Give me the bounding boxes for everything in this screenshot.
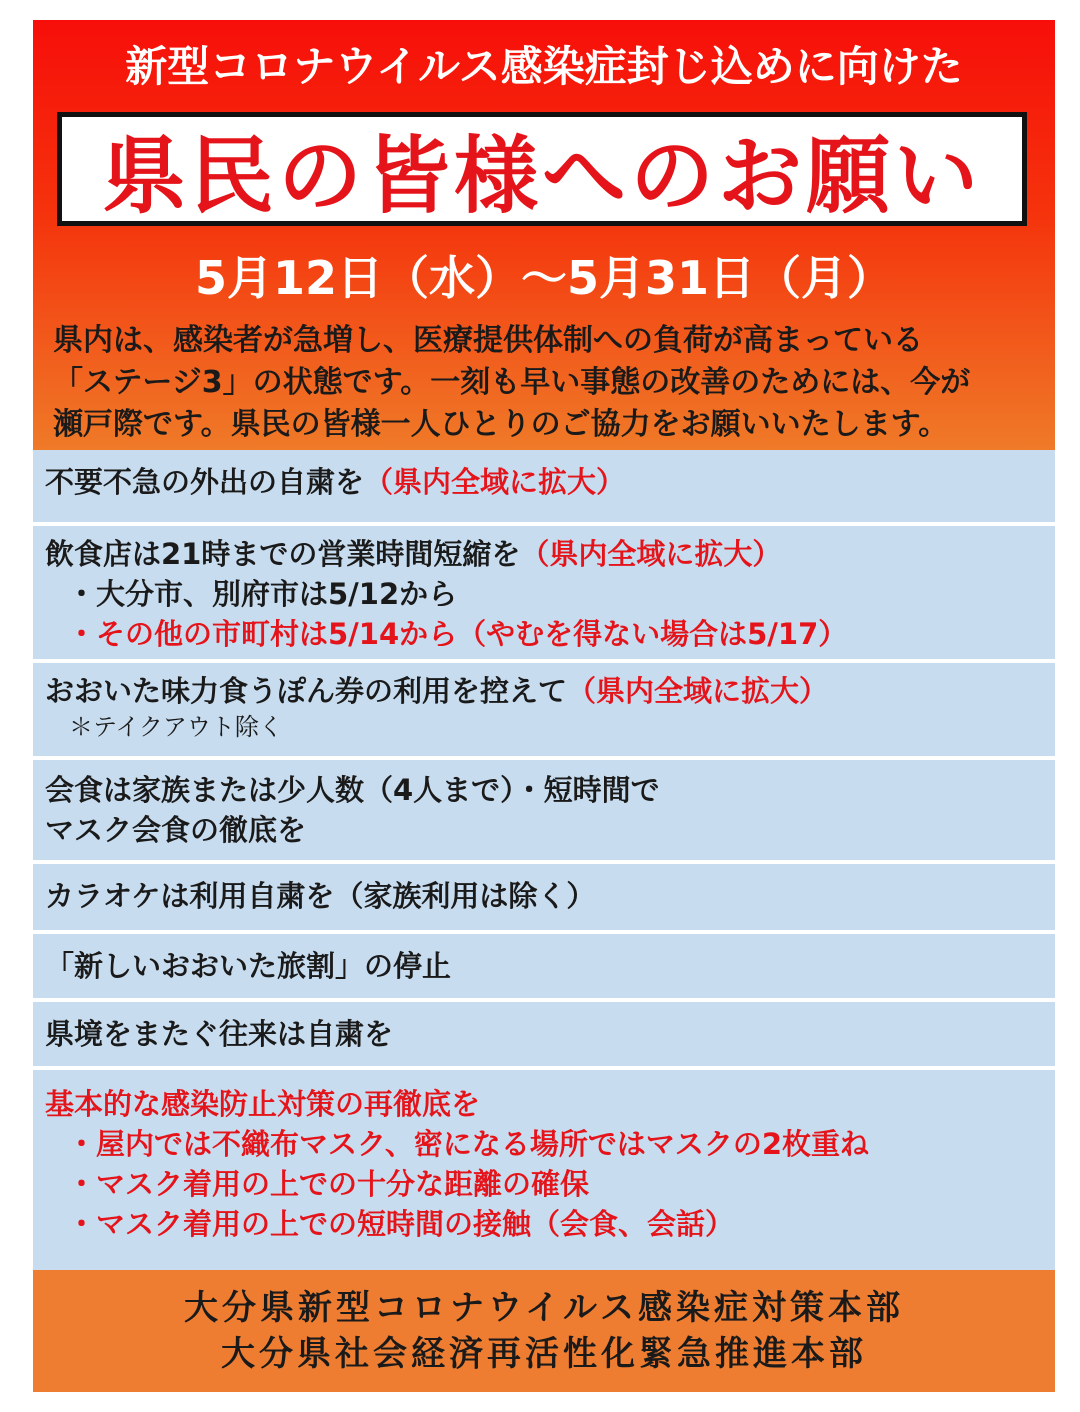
title-box <box>57 112 1027 226</box>
request-item-coupon <box>33 663 1055 760</box>
request-list <box>33 450 1055 1270</box>
poster-title: 県民の皆様へのお願い <box>101 126 982 225</box>
request-item-restaurant-hours <box>33 526 1055 663</box>
request-line: 会食は家族または少人数（4人まで）・短時間で <box>45 773 660 807</box>
request-item-basic-measures <box>33 1070 1055 1270</box>
sub-item: ・大分市、別府市は5/12から <box>67 577 458 611</box>
intro-line: 「ステージ3」の状態です。一刻も早い事態の改善のためには、今が <box>53 365 971 400</box>
intro-line: 県内は、感染者が急増し、医療提供体制への負荷が高まっている <box>53 323 923 358</box>
request-item-dining <box>33 760 1055 864</box>
request-item-travel-discount <box>33 934 1055 1002</box>
request-text: おおいた味力食うぽん券の利用を控えて <box>45 674 568 708</box>
request-text: 不要不急の外出の自粛を <box>45 465 365 499</box>
header-banner <box>33 20 1055 450</box>
scope-note: （県内全域に拡大） <box>520 537 782 571</box>
intro-line: 瀬戸際です。県民の皆様一人ひとりのご協力をお願いいたします。 <box>53 407 949 442</box>
issuer-line: 大分県新型コロナウイルス感染症対策本部 <box>184 1288 904 1328</box>
request-text: 県境をまたぐ往来は自粛を <box>45 1017 394 1051</box>
measure-bullet: ・マスク着用の上での十分な距離の確保 <box>67 1167 590 1201</box>
measure-bullet: ・マスク着用の上での短時間の接触（会食、会話） <box>67 1207 735 1241</box>
poster <box>33 20 1055 1392</box>
measures-title: 基本的な感染防止対策の再徹底を <box>45 1087 481 1121</box>
measure-bullet: ・屋内では不織布マスク、密になる場所ではマスクの2枚重ね <box>67 1127 870 1161</box>
request-text: 飲食店は21時までの営業時間短縮を <box>45 537 521 571</box>
scope-note: （県内全域に拡大） <box>567 674 829 708</box>
date-range: 5月12日（水）～5月31日（月） <box>194 251 894 305</box>
request-item-cross-prefecture <box>33 1002 1055 1070</box>
request-line <box>45 671 1043 711</box>
issuer-line: 大分県社会経済再活性化緊急推進本部 <box>221 1334 867 1374</box>
request-text: カラオケは利用自粛を（家族利用は除く） <box>45 879 596 913</box>
request-line: マスク会食の徹底を <box>45 813 307 847</box>
scope-note: （県内全域に拡大） <box>364 465 626 499</box>
request-text: 「新しいおおいた旅割」の停止 <box>45 949 452 983</box>
request-line <box>45 534 1043 574</box>
request-item-outing <box>33 450 1055 526</box>
request-line <box>45 462 1043 502</box>
footer-banner <box>33 1270 1055 1392</box>
intro-text <box>53 320 1043 446</box>
sub-item-red: ・その他の市町村は5/14から（やむを得ない場合は5/17） <box>67 617 848 651</box>
request-item-karaoke <box>33 864 1055 934</box>
poster-subtitle: 新型コロナウイルス感染症封じ込めに向けた <box>125 42 963 91</box>
takeout-note: ＊テイクアウト除く <box>69 713 283 741</box>
